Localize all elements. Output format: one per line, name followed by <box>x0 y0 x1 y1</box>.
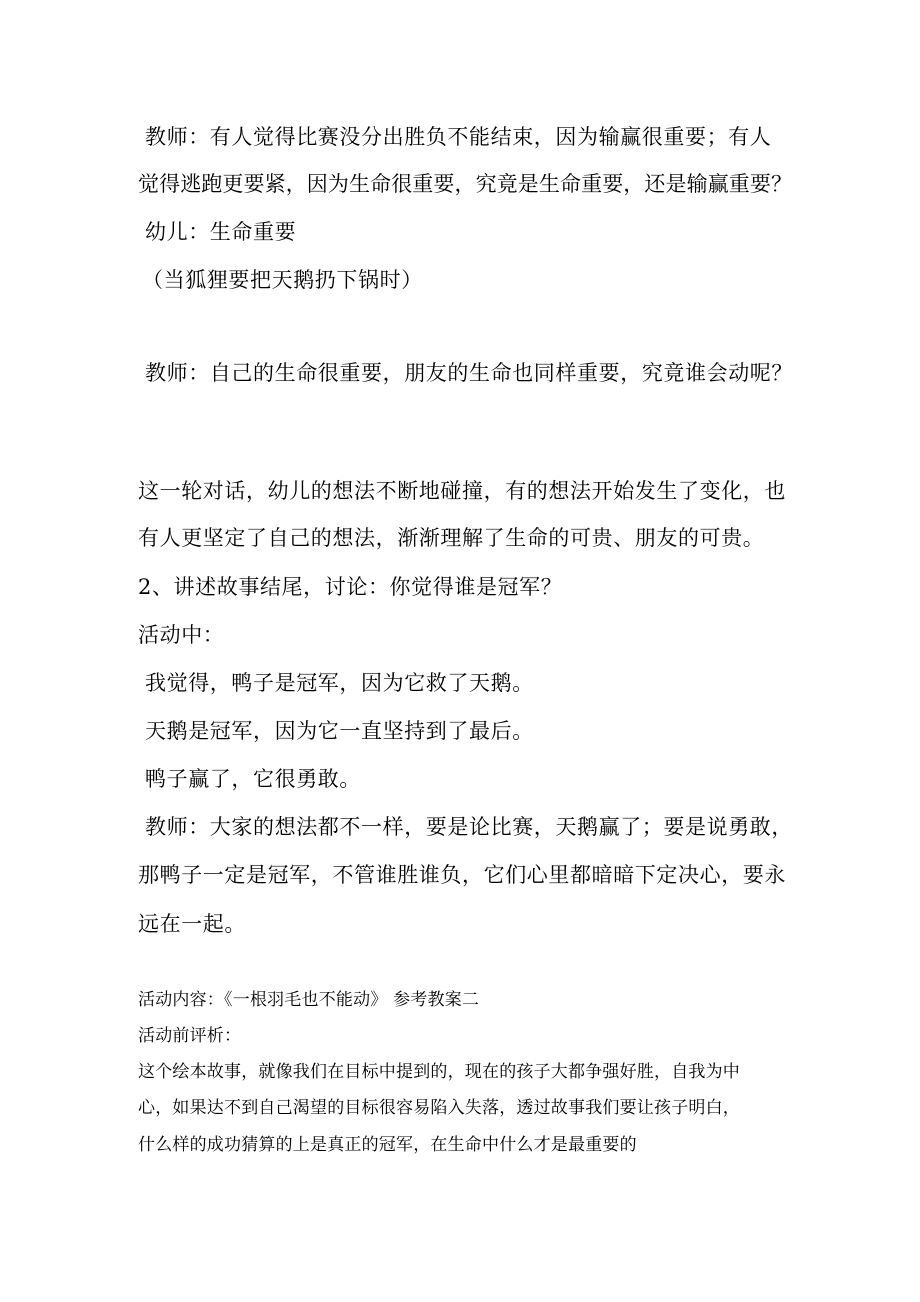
pre-activity-analysis-label: 活动前评析： <box>138 1026 242 1046</box>
dialogue-line-3: 幼儿：生命重要 <box>145 220 297 244</box>
lesson-plan-title: 活动内容：《一根羽毛也不能动》 参考教案二 <box>138 990 480 1010</box>
child-response-1: 我觉得，鸭子是冠军，因为它救了天鹅。 <box>145 671 534 695</box>
reflection-line-2: 有人更坚定了自己的想法，渐渐理解了生命的可贵、朋友的可贵。 <box>138 526 765 550</box>
teacher-summary-line-3: 远在一起。 <box>138 912 246 936</box>
analysis-line-1: 这个绘本故事，就像我们在目标中提到的，现在的孩子大都争强好胜，自我为中 <box>138 1062 740 1082</box>
dialogue-line-1: 教师：有人觉得比赛没分出胜负不能结束，因为输赢很重要；有人 <box>145 125 772 149</box>
teacher-summary-line-1: 教师：大家的想法都不一样，要是论比赛，天鹅赢了；要是说勇敢， <box>145 815 793 839</box>
teacher-summary-line-2: 那鸭子一定是冠军，不管谁胜谁负，它们心里都暗暗下定决心，要永 <box>138 863 786 887</box>
analysis-line-2: 心，如果达不到自己渴望的目标很容易陷入失落，透过故事我们要让孩子明白， <box>138 1098 740 1118</box>
activity-label: 活动中： <box>138 623 225 647</box>
discussion-heading: 2、讲述故事结尾，讨论：你觉得谁是冠军？ <box>138 575 563 599</box>
dialogue-line-2: 觉得逃跑更要紧，因为生命很重要，究竟是生命重要，还是输赢重要？ <box>138 172 793 196</box>
dialogue-line-5: 教师：自己的生命很重要，朋友的生命也同样重要，究竟谁会动呢？ <box>145 361 793 385</box>
dialogue-line-4: （当狐狸要把天鹅扔下锅时） <box>142 268 423 292</box>
reflection-line-1: 这一轮对话，幼儿的想法不断地碰撞，有的想法开始发生了变化，也 <box>138 479 786 503</box>
child-response-2: 天鹅是冠军，因为它一直坚持到了最后。 <box>145 719 534 743</box>
analysis-line-3: 什么样的成功猜算的上是真正的冠军，在生命中什么才是最重要的 <box>138 1135 637 1155</box>
child-response-3: 鸭子赢了，它很勇敢。 <box>145 767 361 791</box>
